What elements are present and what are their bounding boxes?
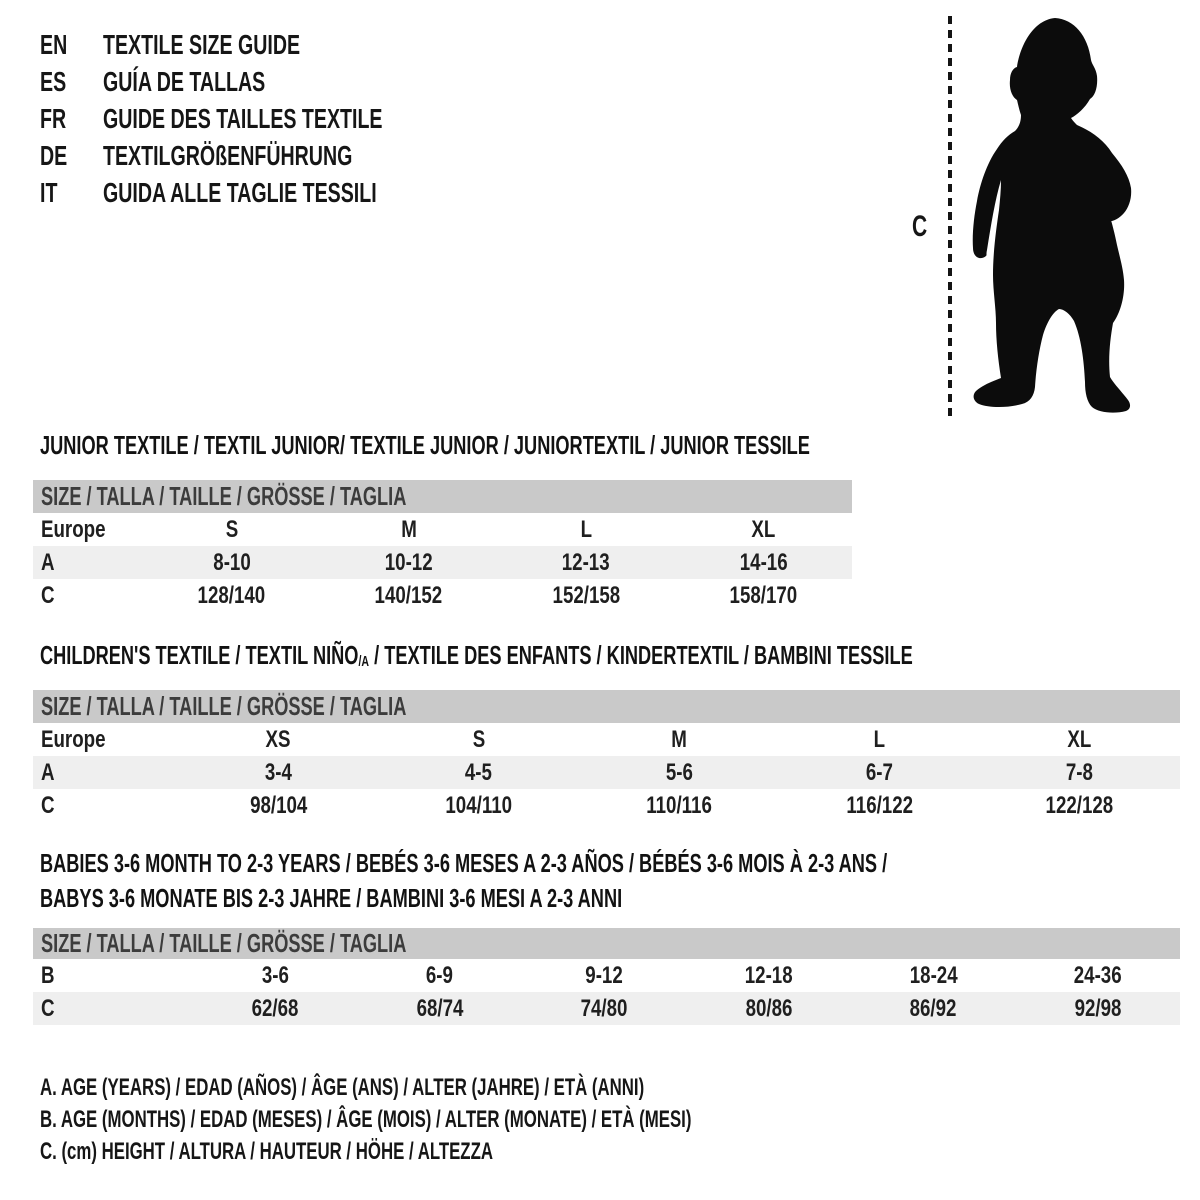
size-header-band <box>33 928 1180 959</box>
size-value-cell: 62/68 <box>251 995 299 1022</box>
size-value-cell: 4-5 <box>465 759 493 786</box>
language-code: IT <box>40 177 58 208</box>
table-row <box>33 992 1180 1025</box>
size-value-cell: 3-6 <box>261 962 289 989</box>
language-row <box>40 26 502 63</box>
size-header-label: SIZE / TALLA / TAILLE / GRÖSSE / TAGLIA <box>41 691 407 721</box>
size-value-cell: 128/140 <box>197 582 266 609</box>
size-value-cell: 140/152 <box>375 582 443 609</box>
size-value-cell: 5-6 <box>665 759 693 786</box>
children-title-subscript: /A <box>358 652 370 670</box>
size-value-cell: 18-24 <box>909 962 958 989</box>
size-header-label: SIZE / TALLA / TAILLE / GRÖSSE / TAGLIA <box>41 481 407 511</box>
junior-size-table <box>33 480 852 612</box>
legend-line-a: A. AGE (YEARS) / EDAD (AÑOS) / ÂGE (ANS) / ALTER (JAHRE) / ETÀ (ANNI) <box>40 1074 645 1101</box>
language-code: ES <box>40 66 67 97</box>
legend-line-c: C. (cm) HEIGHT / ALTURA / HAUTEUR / HÖHE / ALTEZZA <box>40 1138 493 1165</box>
size-value-cell: 9-12 <box>585 962 623 989</box>
babies-title-line-1: BABIES 3-6 MONTH TO 2-3 YEARS / BEBÉS 3-6 MESES A 2-3 AÑOS / BÉBÉS 3-6 MOIS À 2-3 ANS / <box>40 848 888 878</box>
size-value-cell: 86/92 <box>909 995 957 1022</box>
size-value-cell: M <box>401 516 417 543</box>
language-row <box>40 63 502 100</box>
size-value-cell: 158/170 <box>729 582 798 609</box>
size-value-cell: 98/104 <box>249 792 307 819</box>
size-value-cell: S <box>472 726 485 753</box>
size-value-cell: 7-8 <box>1066 759 1094 786</box>
size-value-cell: M <box>671 726 687 753</box>
row-label-cell: A <box>41 549 55 576</box>
size-value-cell: 80/86 <box>745 995 793 1022</box>
size-value-cell: 8-10 <box>212 549 251 576</box>
row-label-cell: B <box>41 962 55 989</box>
legend-line-b: B. AGE (MONTHS) / EDAD (MESES) / ÂGE (MOIS) / ALTER (MONATE) / ETÀ (MESI) <box>40 1106 692 1133</box>
language-list <box>40 26 502 211</box>
size-value-cell: 68/74 <box>416 995 464 1022</box>
language-label: GUÍA DE TALLAS <box>103 66 266 97</box>
babies-size-table <box>33 928 1180 1025</box>
language-code: EN <box>40 29 68 60</box>
table-row <box>33 959 1180 992</box>
junior-section-title: JUNIOR TEXTILE / TEXTIL JUNIOR/ TEXTILE JUNIOR / JUNIORTEXTIL / JUNIOR TESSILE <box>40 430 810 460</box>
language-row <box>40 137 502 174</box>
height-measure-line <box>948 16 952 416</box>
height-measure-label: C <box>912 210 928 243</box>
language-row <box>40 100 502 137</box>
language-code: FR <box>40 103 67 134</box>
size-value-cell: XL <box>751 516 776 543</box>
language-code: DE <box>40 140 68 171</box>
size-value-cell: L <box>580 516 592 543</box>
row-label-cell: Europe <box>41 726 106 753</box>
size-value-cell: 92/98 <box>1074 995 1122 1022</box>
babies-title-line-2: BABYS 3-6 MONATE BIS 2-3 JAHRE / BAMBINI 3-6 MESI A 2-3 ANNI <box>40 883 623 913</box>
children-size-table <box>33 690 1180 822</box>
language-label: TEXTILGRÖßENFÜHRUNG <box>103 140 353 171</box>
size-value-cell: 12-18 <box>744 962 793 989</box>
size-value-cell: 3-4 <box>264 759 292 786</box>
babies-section-title <box>40 846 1200 916</box>
size-value-cell: 12-13 <box>562 549 611 576</box>
size-value-cell: 152/158 <box>552 582 620 609</box>
table-row <box>33 789 1180 822</box>
size-value-cell: L <box>873 726 886 753</box>
row-label-cell: C <box>41 995 55 1022</box>
row-label-cell: A <box>41 759 55 786</box>
size-value-cell: 116/122 <box>846 792 913 819</box>
table-row <box>33 723 1180 756</box>
size-value-cell: 6-7 <box>865 759 893 786</box>
size-header-band <box>33 690 1180 723</box>
language-label: TEXTILE SIZE GUIDE <box>103 29 301 60</box>
size-value-cell: 104/110 <box>445 792 512 819</box>
language-label: GUIDE DES TAILLES TEXTILE <box>103 103 383 134</box>
language-row <box>40 174 502 211</box>
size-value-cell: 10-12 <box>384 549 433 576</box>
size-value-cell: XL <box>1067 726 1092 753</box>
table-row <box>33 546 852 579</box>
size-value-cell: 110/116 <box>646 792 712 819</box>
children-title-text: / TEXTILE DES ENFANTS / KINDERTEXTIL / BAMBINI TESSILE <box>369 640 913 670</box>
row-label-cell: C <box>41 792 55 819</box>
size-value-cell: 6-9 <box>426 962 454 989</box>
table-row <box>33 579 852 612</box>
size-value-cell: S <box>225 516 238 543</box>
row-label-cell: C <box>41 582 55 609</box>
children-section-title <box>40 640 1200 677</box>
size-header-band <box>33 480 852 513</box>
table-row <box>33 513 852 546</box>
size-value-cell: 14-16 <box>739 549 788 576</box>
language-label: GUIDA ALLE TAGLIE TESSILI <box>103 177 377 208</box>
size-value-cell: XS <box>265 726 291 753</box>
row-label-cell: Europe <box>41 516 106 543</box>
toddler-silhouette <box>965 10 1140 415</box>
size-value-cell: 24-36 <box>1073 962 1122 989</box>
size-header-label: SIZE / TALLA / TAILLE / GRÖSSE / TAGLIA <box>41 928 407 958</box>
children-title-text: CHILDREN'S TEXTILE / TEXTIL NIÑO <box>40 640 359 670</box>
size-value-cell: 122/128 <box>1045 792 1114 819</box>
table-row <box>33 756 1180 789</box>
size-value-cell: 74/80 <box>580 995 628 1022</box>
measure-legend <box>40 1072 971 1168</box>
